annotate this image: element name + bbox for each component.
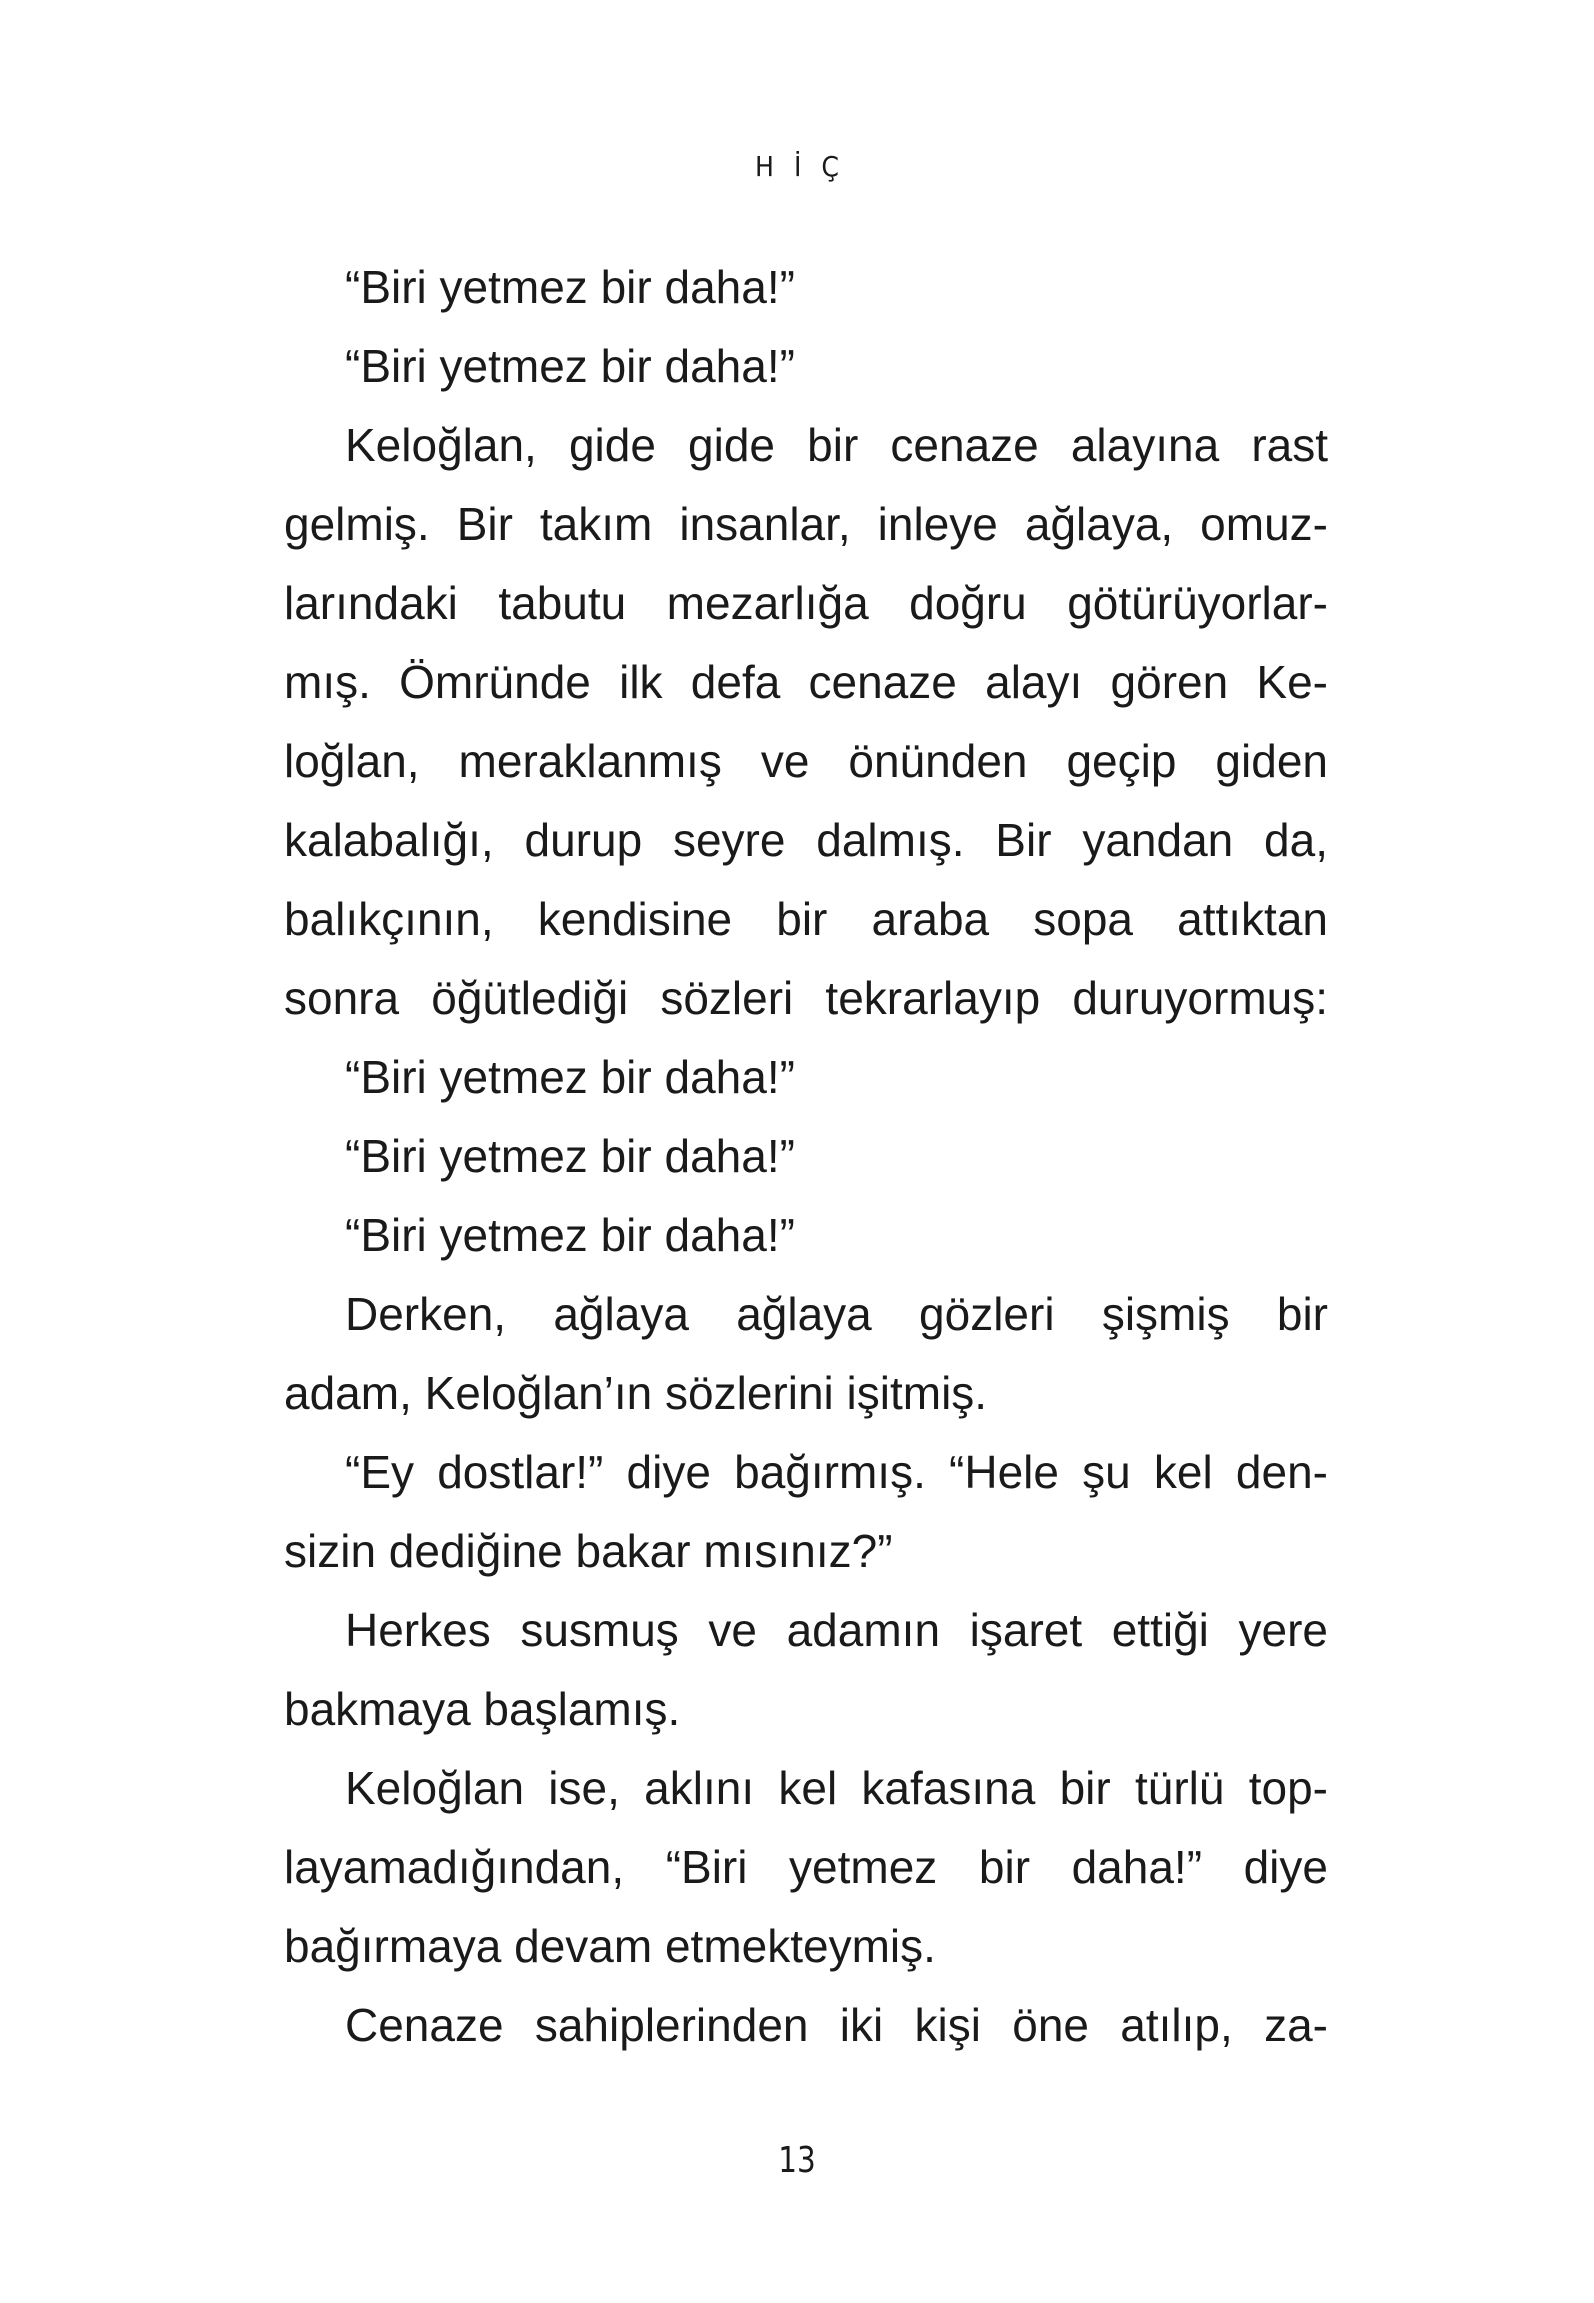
paragraph [284,1986,1328,2065]
text-line: “Biri yetmez bir daha!” [345,340,795,392]
text-line: “Biri yetmez bir daha!” [345,1130,795,1182]
text-line: Keloğlan, gide gide bir cenaze alayına rast [345,419,1328,471]
text-line: kalabalığı, durup seyre dalmış. Bir yandan da, [284,814,1328,866]
text-line: “Biri yetmez bir daha!” [345,261,795,313]
text-line: balıkçının, kendisine bir araba sopa attıktan [284,893,1328,945]
text-line: larındaki tabutu mezarlığa doğru götürüyorlar- [284,577,1328,629]
text-line: Keloğlan ise, aklını kel kafasına bir türlü top- [345,1762,1328,1814]
paragraph [284,248,1328,327]
paragraph [284,406,1328,1038]
text-line: “Biri yetmez bir daha!” [345,1051,795,1103]
text-line: layamadığından, “Biri yetmez bir daha!” diye [284,1841,1328,1893]
text-line: Herkes susmuş ve adamın işaret ettiği yere [345,1604,1328,1656]
text-line: “Biri yetmez bir daha!” [345,1209,795,1261]
text-line: loğlan, meraklanmış ve önünden geçip giden [284,735,1328,787]
body-text [284,248,1328,2065]
page-number: 13 [778,2140,816,2181]
text-line: sizin dediğine bakar mısınız?” [284,1525,893,1577]
text-line: Derken, ağlaya ağlaya gözleri şişmiş bir [345,1288,1328,1340]
text-line: “Ey dostlar!” diye bağırmış. “Hele şu kel den- [345,1446,1328,1498]
paragraph [284,1117,1328,1196]
paragraph [284,327,1328,406]
paragraph [284,1275,1328,1433]
text-line: bağırmaya devam etmekteymiş. [284,1920,936,1972]
running-head: HİÇ [755,150,859,183]
text-line: adam, Keloğlan’ın sözlerini işitmiş. [284,1367,988,1419]
text-line: sonra öğütlediği sözleri tekrarlayıp duruyormuş: [284,972,1328,1024]
paragraph [284,1749,1328,1986]
paragraph [284,1196,1328,1275]
text-line: mış. Ömründe ilk defa cenaze alayı gören Ke- [284,656,1328,708]
text-line: bakmaya başlamış. [284,1683,681,1735]
paragraph [284,1038,1328,1117]
paragraph [284,1591,1328,1749]
text-line: Cenaze sahiplerinden iki kişi öne atılıp, za- [345,1999,1328,2051]
text-line: gelmiş. Bir takım insanlar, inleye ağlaya, omuz- [284,498,1328,550]
paragraph [284,1433,1328,1591]
